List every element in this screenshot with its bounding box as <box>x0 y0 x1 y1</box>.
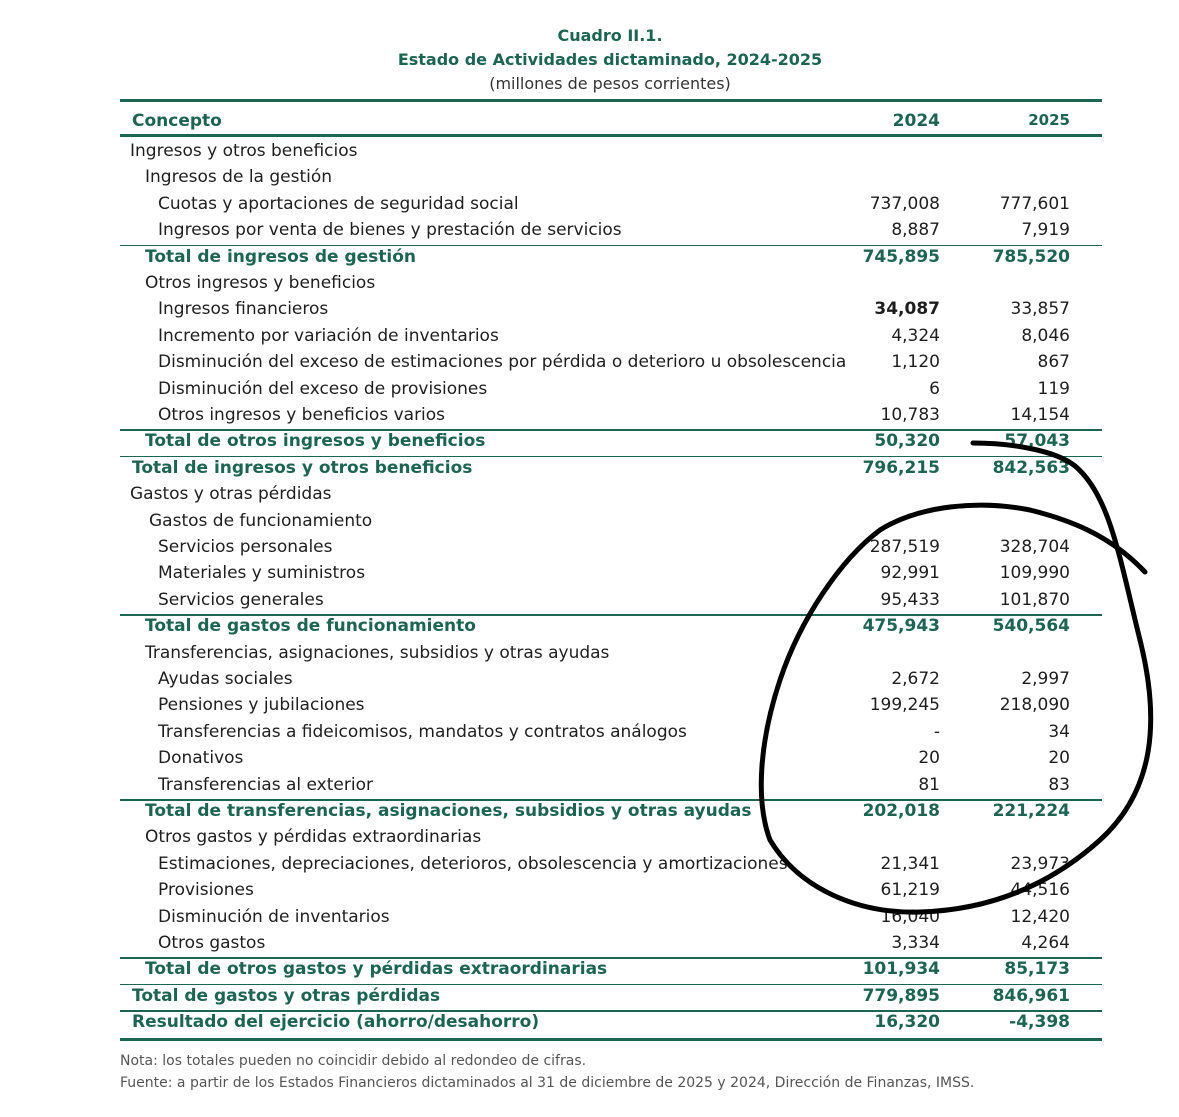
column-header-2025: 2025 <box>1028 111 1070 129</box>
value-2025: 867 <box>1037 352 1070 373</box>
table-row <box>120 745 1102 771</box>
value-2025: 85,173 <box>1004 959 1070 980</box>
value-2025: 328,704 <box>999 537 1070 557</box>
row-label: Gastos y otras pérdidas <box>130 484 332 505</box>
table-row <box>120 349 1102 375</box>
value-2024: - <box>933 721 940 742</box>
value-2025: 218,090 <box>999 695 1070 716</box>
value-2025: -4,398 <box>1009 1012 1070 1033</box>
table-row <box>120 877 1102 903</box>
subtotal-row <box>120 428 1102 454</box>
value-2024: 92,991 <box>880 563 940 584</box>
row-label: Donativos <box>158 748 244 769</box>
header-bottom-rule <box>120 134 1102 137</box>
table-row <box>120 772 1102 798</box>
table-row <box>120 560 1102 586</box>
value-2025: 57,043 <box>1004 431 1070 452</box>
value-2025: 842,563 <box>992 457 1070 478</box>
value-2025: 119 <box>1037 378 1070 399</box>
value-2025: 221,224 <box>992 801 1070 821</box>
table-subtitle: Estado de Actividades dictaminado, 2024-2025 <box>397 50 823 69</box>
value-2024: 8,887 <box>891 220 940 241</box>
value-2024: 34,087 <box>874 299 940 320</box>
row-label: Disminución del exceso de estimaciones por pérdida o deterioro u obsolescencia <box>158 352 847 373</box>
row-label: Ingresos y otros beneficios <box>130 141 358 161</box>
value-2024: 16,040 <box>880 906 940 927</box>
value-2025: 7,919 <box>1021 220 1070 241</box>
row-label: Estimaciones, depreciaciones, deterioros, obsolescencia y amortizaciones <box>158 853 788 874</box>
row-label: Transferencias, asignaciones, subsidios y otras ayudas <box>145 642 610 663</box>
subsection-row <box>120 508 1102 534</box>
total-rule <box>120 245 1102 247</box>
row-label: Ingresos financieros <box>158 299 329 320</box>
row-label: Ingresos de la gestión <box>145 167 333 188</box>
total-rule <box>120 1010 1102 1012</box>
value-2024: 10,783 <box>880 405 940 425</box>
total-rule <box>120 984 1102 986</box>
subsection-row <box>120 164 1102 190</box>
total-rule <box>120 799 1102 801</box>
value-2024: 95,433 <box>880 589 940 610</box>
value-2024: 779,895 <box>862 985 940 1006</box>
row-label: Otros gastos y pérdidas extraordinarias <box>145 827 482 848</box>
subsection-row <box>120 824 1102 850</box>
row-label: Servicios generales <box>158 589 324 610</box>
value-2024: 745,895 <box>862 246 940 267</box>
column-header-2024: 2024 <box>892 111 940 131</box>
value-2024: 4,324 <box>891 325 940 346</box>
row-label: Cuotas y aportaciones de seguridad social <box>158 193 519 214</box>
value-2025: 2,997 <box>1021 669 1070 689</box>
value-2024: 20 <box>918 748 940 769</box>
total-rule <box>120 429 1102 431</box>
total-row <box>120 455 1102 481</box>
row-label: Otros ingresos y beneficios <box>145 273 376 293</box>
row-label: Pensiones y jubilaciones <box>158 695 365 716</box>
row-label: Provisiones <box>158 880 254 901</box>
row-label: Ayudas sociales <box>158 669 293 689</box>
total-rule <box>120 456 1102 458</box>
value-2024: 475,943 <box>862 616 940 637</box>
row-label: Total de transferencias, asignaciones, subsidios y otras ayudas <box>145 801 752 821</box>
value-2025: 34 <box>1048 721 1070 742</box>
total-rule <box>120 957 1102 959</box>
row-label: Materiales y suministros <box>158 563 366 584</box>
subtotal-row <box>120 244 1102 270</box>
row-label: Incremento por variación de inventarios <box>158 325 499 346</box>
value-2025: 785,520 <box>992 246 1070 267</box>
row-label: Disminución del exceso de provisiones <box>158 378 488 399</box>
value-2024: 3,334 <box>891 933 940 953</box>
section-row <box>120 481 1102 507</box>
value-2025: 23,973 <box>1010 853 1070 874</box>
table-row <box>120 402 1102 428</box>
value-2025: 44,516 <box>1010 880 1070 901</box>
subsection-row <box>120 270 1102 296</box>
value-2024: 81 <box>918 774 940 795</box>
table-row <box>120 719 1102 745</box>
value-2024: 737,008 <box>869 193 940 214</box>
table-title: Cuadro II.1. <box>557 26 663 45</box>
section-row <box>120 138 1102 164</box>
table-row <box>120 692 1102 718</box>
table-bottom-rule <box>120 1038 1102 1041</box>
table-row <box>120 191 1102 217</box>
row-label: Transferencias al exterior <box>158 774 373 795</box>
column-header-row <box>120 108 1102 134</box>
row-label: Total de otros ingresos y beneficios <box>145 431 486 452</box>
value-2025: 14,154 <box>1010 405 1070 425</box>
table-row <box>120 534 1102 560</box>
total-rule <box>120 614 1102 616</box>
row-label: Total de otros gastos y pérdidas extraordinarias <box>145 959 608 980</box>
value-2024: 1,120 <box>891 352 940 373</box>
header-top-rule <box>120 99 1102 102</box>
row-label: Transferencias a fideicomisos, mandatos y contratos análogos <box>158 721 687 742</box>
value-2025: 33,857 <box>1010 299 1070 320</box>
row-label: Otros gastos <box>158 933 266 953</box>
value-2025: 777,601 <box>999 193 1070 214</box>
table-row <box>120 666 1102 692</box>
value-2025: 4,264 <box>1021 933 1070 953</box>
value-2025: 540,564 <box>992 616 1070 637</box>
table-row <box>120 323 1102 349</box>
value-2024: 50,320 <box>874 431 940 452</box>
table-row <box>120 376 1102 402</box>
value-2024: 6 <box>929 378 940 399</box>
row-label: Disminución de inventarios <box>158 906 390 927</box>
value-2025: 20 <box>1048 748 1070 769</box>
row-label: Total de ingresos de gestión <box>145 246 416 267</box>
subtotal-row <box>120 956 1102 982</box>
row-label: Otros ingresos y beneficios varios <box>158 405 446 425</box>
value-2024: 199,245 <box>869 695 940 716</box>
value-2025: 101,870 <box>999 589 1070 610</box>
value-2024: 287,519 <box>869 537 940 557</box>
value-2025: 109,990 <box>999 563 1070 584</box>
value-2025: 83 <box>1048 774 1070 795</box>
table-units: (millones de pesos corrientes) <box>489 74 731 93</box>
row-label: Gastos de funcionamiento <box>149 510 373 531</box>
table-row <box>120 904 1102 930</box>
row-label: Servicios personales <box>158 537 333 557</box>
value-2025: 12,420 <box>1010 906 1070 927</box>
column-header-concepto: Concepto <box>132 111 222 131</box>
value-2024: 2,672 <box>891 669 940 689</box>
row-label: Total de gastos de funcionamiento <box>145 616 476 637</box>
table-source: Fuente: a partir de los Estados Financieros dictaminados al 31 de diciembre de 2025 y 2024, Dirección de Finanzas, IMSS. <box>120 1075 975 1091</box>
value-2024: 101,934 <box>862 959 940 980</box>
subtotal-row <box>120 798 1102 824</box>
table-row <box>120 851 1102 877</box>
table-row <box>120 217 1102 243</box>
value-2024: 202,018 <box>862 801 940 821</box>
row-label: Ingresos por venta de bienes y prestación de servicios <box>158 220 622 241</box>
value-2024: 61,219 <box>880 880 940 901</box>
subtotal-row <box>120 613 1102 639</box>
table-note: Nota: los totales pueden no coincidir debido al redondeo de cifras. <box>120 1053 587 1069</box>
table-row <box>120 296 1102 322</box>
subsection-row <box>120 640 1102 666</box>
row-label: Resultado del ejercicio (ahorro/desahorro) <box>132 1012 540 1033</box>
value-2024: 16,320 <box>874 1012 940 1033</box>
table-row <box>120 587 1102 613</box>
row-label: Total de ingresos y otros beneficios <box>132 457 473 478</box>
value-2024: 21,341 <box>880 853 940 874</box>
value-2024: 796,215 <box>862 457 940 478</box>
row-label: Total de gastos y otras pérdidas <box>132 985 441 1006</box>
total-row <box>120 1009 1102 1035</box>
total-row <box>120 983 1102 1009</box>
value-2025: 846,961 <box>992 985 1070 1006</box>
value-2025: 8,046 <box>1021 325 1070 346</box>
table-row <box>120 930 1102 956</box>
